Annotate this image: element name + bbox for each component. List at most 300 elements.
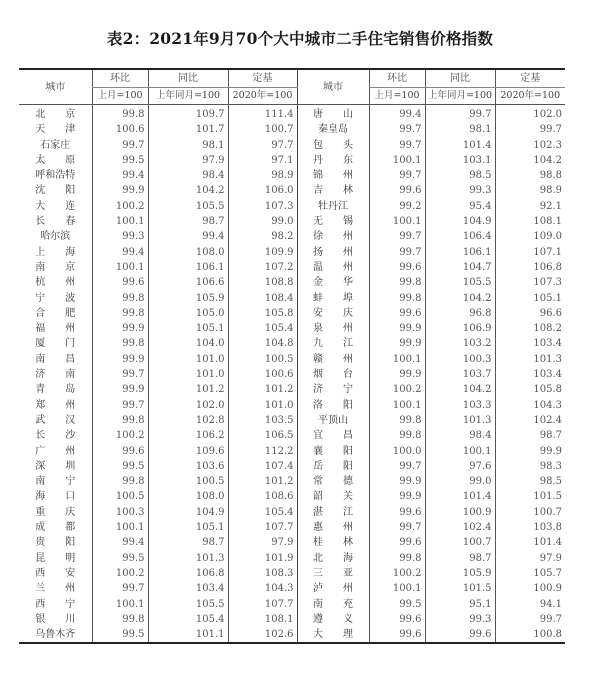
left-city-cell: 南 昌 xyxy=(35,353,76,365)
left-yoy-cell: 101.0 xyxy=(148,352,228,367)
right-fixed-cell: 100.7 xyxy=(495,505,565,520)
right-city-cell: 大 理 xyxy=(297,627,369,643)
right-fixed-cell: 99.9 xyxy=(495,444,565,459)
table-body xyxy=(19,105,565,644)
table-row xyxy=(19,214,565,229)
right-yoy-cell: 95.4 xyxy=(425,199,495,214)
left-city-cell: 乌鲁木齐 xyxy=(35,629,76,641)
right-fixed-cell: 103.4 xyxy=(495,367,565,382)
left-city-cell: 宁 波 xyxy=(35,292,76,304)
right-city-cell: 秦皇岛 xyxy=(297,122,369,137)
left-mom-cell: 99.4 xyxy=(92,535,148,550)
left-yoy-cell: 101.1 xyxy=(148,627,228,643)
left-fixed-cell: 97.7 xyxy=(228,138,297,153)
right-yoy-cell: 106.9 xyxy=(425,321,495,336)
left-fixed-cell: 106.0 xyxy=(228,183,297,198)
right-fixed-cell: 104.2 xyxy=(495,153,565,168)
right-city-cell: 温 州 xyxy=(297,260,369,275)
right-city-cell: 惠 州 xyxy=(297,520,369,535)
left-fixed-cell: 109.9 xyxy=(228,245,297,260)
right-fixed-cell: 103.8 xyxy=(495,520,565,535)
right-mom-cell: 99.7 xyxy=(369,229,425,244)
right-yoy-cell: 101.4 xyxy=(425,138,495,153)
right-city-cell: 桂 林 xyxy=(297,535,369,550)
table-row xyxy=(19,352,565,367)
left-fixed-cell: 108.8 xyxy=(228,275,297,290)
left-yoy-cell: 108.0 xyxy=(148,245,228,260)
left-city-cell: 广 州 xyxy=(35,445,76,457)
right-mom-cell: 100.1 xyxy=(369,153,425,168)
left-fixed-cell: 100.6 xyxy=(228,367,297,382)
left-fixed-cell: 98.2 xyxy=(228,229,297,244)
table-row xyxy=(19,336,565,351)
left-yoy-cell: 101.2 xyxy=(148,382,228,397)
right-mom-cell: 99.8 xyxy=(369,413,425,428)
right-city-cell: 遵 义 xyxy=(297,612,369,627)
right-mom-cell: 100.1 xyxy=(369,398,425,413)
left-city-cell: 郑 州 xyxy=(35,399,76,411)
right-fixed-cell: 105.1 xyxy=(495,291,565,306)
right-fixed-cell: 98.3 xyxy=(495,459,565,474)
left-mom-cell: 99.8 xyxy=(92,306,148,321)
header-mom-base: 上月=100 xyxy=(92,88,148,105)
right-mom-cell: 100.2 xyxy=(369,566,425,581)
table-row xyxy=(19,551,565,566)
left-city-cell: 银 川 xyxy=(35,613,76,625)
left-yoy-cell: 104.2 xyxy=(148,183,228,198)
left-mom-cell: 100.2 xyxy=(92,428,148,443)
left-yoy-cell: 98.7 xyxy=(148,535,228,550)
table-row xyxy=(19,444,565,459)
left-yoy-cell: 106.6 xyxy=(148,275,228,290)
left-mom-cell: 99.8 xyxy=(92,291,148,306)
left-fixed-cell: 108.3 xyxy=(228,566,297,581)
left-fixed-cell: 103.5 xyxy=(228,413,297,428)
left-mom-cell: 100.1 xyxy=(92,214,148,229)
header-city: 城市 xyxy=(19,69,92,105)
right-mom-cell: 99.8 xyxy=(369,291,425,306)
left-fixed-cell: 107.3 xyxy=(228,199,297,214)
right-yoy-cell: 101.4 xyxy=(425,489,495,504)
table-row xyxy=(19,413,565,428)
right-mom-cell: 99.4 xyxy=(369,105,425,123)
left-fixed-cell: 105.8 xyxy=(228,306,297,321)
table-row xyxy=(19,321,565,336)
left-yoy-cell: 103.6 xyxy=(148,459,228,474)
right-fixed-cell: 101.5 xyxy=(495,489,565,504)
left-yoy-cell: 105.5 xyxy=(148,199,228,214)
right-city-cell: 丹 东 xyxy=(297,153,369,168)
left-yoy-cell: 105.4 xyxy=(148,612,228,627)
left-yoy-cell: 105.0 xyxy=(148,306,228,321)
left-yoy-cell: 101.0 xyxy=(148,367,228,382)
right-fixed-cell: 108.1 xyxy=(495,214,565,229)
left-fixed-cell: 100.7 xyxy=(228,122,297,137)
right-fixed-cell: 109.0 xyxy=(495,229,565,244)
right-mom-cell: 100.2 xyxy=(369,382,425,397)
table-row xyxy=(19,581,565,596)
right-city-cell: 常 德 xyxy=(297,474,369,489)
left-mom-cell: 99.7 xyxy=(92,138,148,153)
right-mom-cell: 99.9 xyxy=(369,489,425,504)
left-city-cell: 大 连 xyxy=(35,200,76,212)
right-yoy-cell: 99.6 xyxy=(425,627,495,643)
header-yoy-base-2: 上年同月=100 xyxy=(425,88,495,105)
left-yoy-cell: 104.9 xyxy=(148,505,228,520)
right-fixed-cell: 108.2 xyxy=(495,321,565,336)
right-city-cell: 唐 山 xyxy=(297,105,369,123)
right-city-cell: 南 充 xyxy=(297,597,369,612)
header-mom: 环比 xyxy=(92,69,148,88)
right-city-cell: 包 头 xyxy=(297,138,369,153)
table-row xyxy=(19,306,565,321)
left-city-cell: 南 宁 xyxy=(35,476,76,488)
right-city-cell: 平顶山 xyxy=(297,413,369,428)
right-mom-cell: 99.7 xyxy=(369,520,425,535)
left-mom-cell: 100.1 xyxy=(92,520,148,535)
table-row xyxy=(19,367,565,382)
right-yoy-cell: 99.7 xyxy=(425,105,495,123)
right-yoy-cell: 105.9 xyxy=(425,566,495,581)
right-city-cell: 九 江 xyxy=(297,336,369,351)
right-city-cell: 岳 阳 xyxy=(297,459,369,474)
right-fixed-cell: 102.3 xyxy=(495,138,565,153)
table-row xyxy=(19,489,565,504)
header-yoy-base: 上年同月=100 xyxy=(148,88,228,105)
right-yoy-cell: 103.1 xyxy=(425,153,495,168)
right-mom-cell: 100.0 xyxy=(369,444,425,459)
right-mom-cell: 99.9 xyxy=(369,336,425,351)
left-mom-cell: 99.9 xyxy=(92,382,148,397)
left-fixed-cell: 101.2 xyxy=(228,382,297,397)
right-yoy-cell: 96.8 xyxy=(425,306,495,321)
left-yoy-cell: 101.7 xyxy=(148,122,228,137)
table-row xyxy=(19,122,565,137)
left-mom-cell: 99.4 xyxy=(92,245,148,260)
right-fixed-cell: 106.8 xyxy=(495,260,565,275)
right-yoy-cell: 103.2 xyxy=(425,336,495,351)
left-fixed-cell: 101.9 xyxy=(228,551,297,566)
left-fixed-cell: 101.0 xyxy=(228,398,297,413)
left-yoy-cell: 105.1 xyxy=(148,520,228,535)
header-mom-base-2: 上月=100 xyxy=(369,88,425,105)
table-row xyxy=(19,153,565,168)
right-mom-cell: 99.9 xyxy=(369,367,425,382)
right-yoy-cell: 104.7 xyxy=(425,260,495,275)
left-yoy-cell: 105.5 xyxy=(148,597,228,612)
left-city-cell: 昆 明 xyxy=(35,552,76,564)
left-city-cell: 哈尔滨 xyxy=(40,231,71,243)
left-city-cell: 杭 州 xyxy=(35,277,76,289)
right-yoy-cell: 100.1 xyxy=(425,444,495,459)
table-row xyxy=(19,138,565,153)
right-fixed-cell: 94.1 xyxy=(495,597,565,612)
left-city-cell: 北 京 xyxy=(35,109,76,120)
right-mom-cell: 99.8 xyxy=(369,428,425,443)
left-mom-cell: 100.2 xyxy=(92,566,148,581)
left-yoy-cell: 98.7 xyxy=(148,214,228,229)
left-city-cell: 西 安 xyxy=(35,567,76,579)
right-mom-cell: 100.1 xyxy=(369,352,425,367)
right-mom-cell: 99.6 xyxy=(369,535,425,550)
right-city-cell: 泸 州 xyxy=(297,581,369,596)
table-row xyxy=(19,291,565,306)
left-fixed-cell: 108.1 xyxy=(228,612,297,627)
right-yoy-cell: 103.7 xyxy=(425,367,495,382)
right-fixed-cell: 103.4 xyxy=(495,336,565,351)
right-mom-cell: 99.6 xyxy=(369,183,425,198)
left-yoy-cell: 106.1 xyxy=(148,260,228,275)
table-row xyxy=(19,505,565,520)
left-city-cell: 成 都 xyxy=(35,522,76,534)
right-mom-cell: 99.7 xyxy=(369,245,425,260)
right-city-cell: 金 华 xyxy=(297,275,369,290)
left-mom-cell: 99.3 xyxy=(92,229,148,244)
right-yoy-cell: 100.3 xyxy=(425,352,495,367)
right-fixed-cell: 99.7 xyxy=(495,122,565,137)
right-mom-cell: 99.9 xyxy=(369,321,425,336)
left-city-cell: 长 沙 xyxy=(35,430,76,442)
left-fixed-cell: 100.5 xyxy=(228,352,297,367)
right-fixed-cell: 107.1 xyxy=(495,245,565,260)
right-yoy-cell: 102.4 xyxy=(425,520,495,535)
left-mom-cell: 100.2 xyxy=(92,199,148,214)
header-fixed-base-2: 2020年=100 xyxy=(495,88,565,105)
left-fixed-cell: 102.6 xyxy=(228,627,297,643)
right-mom-cell: 100.1 xyxy=(369,214,425,229)
table-title: 表2：2021年9月70个大中城市二手住宅销售价格指数 xyxy=(106,29,494,48)
left-city-cell: 上 海 xyxy=(35,246,76,258)
right-yoy-cell: 100.9 xyxy=(425,505,495,520)
table-row xyxy=(19,105,565,123)
table-row xyxy=(19,520,565,535)
left-fixed-cell: 105.4 xyxy=(228,505,297,520)
right-mom-cell: 99.5 xyxy=(369,597,425,612)
left-city-cell: 青 岛 xyxy=(35,384,76,396)
left-fixed-cell: 104.3 xyxy=(228,581,297,596)
right-city-cell: 赣 州 xyxy=(297,352,369,367)
left-yoy-cell: 108.0 xyxy=(148,489,228,504)
table-row xyxy=(19,260,565,275)
right-mom-cell: 99.6 xyxy=(369,612,425,627)
left-city-cell: 济 南 xyxy=(35,369,76,381)
left-mom-cell: 99.7 xyxy=(92,367,148,382)
left-mom-cell: 99.5 xyxy=(92,459,148,474)
left-mom-cell: 99.4 xyxy=(92,168,148,183)
right-fixed-cell: 104.3 xyxy=(495,398,565,413)
table-row xyxy=(19,199,565,214)
left-city-cell: 深 圳 xyxy=(35,460,76,472)
left-city-cell: 兰 州 xyxy=(35,583,76,595)
right-yoy-cell: 98.7 xyxy=(425,551,495,566)
left-mom-cell: 99.9 xyxy=(92,183,148,198)
left-fixed-cell: 107.7 xyxy=(228,597,297,612)
right-yoy-cell: 104.9 xyxy=(425,214,495,229)
left-mom-cell: 100.1 xyxy=(92,260,148,275)
right-mom-cell: 99.6 xyxy=(369,306,425,321)
left-yoy-cell: 99.4 xyxy=(148,229,228,244)
header-city-2: 城市 xyxy=(297,69,369,105)
right-city-cell: 韶 关 xyxy=(297,489,369,504)
right-mom-cell: 99.7 xyxy=(369,122,425,137)
left-fixed-cell: 97.1 xyxy=(228,153,297,168)
right-city-cell: 锦 州 xyxy=(297,168,369,183)
table-row xyxy=(19,229,565,244)
right-fixed-cell: 105.8 xyxy=(495,382,565,397)
right-mom-cell: 100.1 xyxy=(369,581,425,596)
right-city-cell: 牡丹江 xyxy=(297,199,369,214)
left-yoy-cell: 103.4 xyxy=(148,581,228,596)
left-city-cell: 天 津 xyxy=(35,124,76,136)
right-fixed-cell: 100.8 xyxy=(495,627,565,643)
left-city-cell: 西 宁 xyxy=(35,598,76,610)
right-city-cell: 扬 州 xyxy=(297,245,369,260)
right-yoy-cell: 104.2 xyxy=(425,291,495,306)
left-mom-cell: 100.1 xyxy=(92,597,148,612)
table-row xyxy=(19,398,565,413)
right-city-cell: 洛 阳 xyxy=(297,398,369,413)
left-fixed-cell: 108.6 xyxy=(228,489,297,504)
right-fixed-cell: 101.3 xyxy=(495,352,565,367)
right-city-cell: 襄 阳 xyxy=(297,444,369,459)
right-city-cell: 吉 林 xyxy=(297,183,369,198)
right-mom-cell: 99.6 xyxy=(369,627,425,643)
left-yoy-cell: 106.8 xyxy=(148,566,228,581)
table-row xyxy=(19,183,565,198)
right-yoy-cell: 101.5 xyxy=(425,581,495,596)
left-fixed-cell: 99.0 xyxy=(228,214,297,229)
left-yoy-cell: 109.6 xyxy=(148,444,228,459)
right-fixed-cell: 98.7 xyxy=(495,428,565,443)
left-mom-cell: 99.8 xyxy=(92,105,148,123)
right-fixed-cell: 102.0 xyxy=(495,105,565,123)
right-fixed-cell: 98.5 xyxy=(495,474,565,489)
right-fixed-cell: 100.9 xyxy=(495,581,565,596)
left-fixed-cell: 108.4 xyxy=(228,291,297,306)
right-mom-cell: 99.6 xyxy=(369,505,425,520)
left-yoy-cell: 106.2 xyxy=(148,428,228,443)
table-row xyxy=(19,535,565,550)
right-mom-cell: 99.8 xyxy=(369,551,425,566)
right-yoy-cell: 98.1 xyxy=(425,122,495,137)
header-mom-2: 环比 xyxy=(369,69,425,88)
price-index-table xyxy=(19,68,565,644)
left-yoy-cell: 105.1 xyxy=(148,321,228,336)
left-yoy-cell: 101.3 xyxy=(148,551,228,566)
right-yoy-cell: 106.4 xyxy=(425,229,495,244)
table-row xyxy=(19,566,565,581)
header-yoy: 同比 xyxy=(148,69,228,88)
left-yoy-cell: 98.4 xyxy=(148,168,228,183)
left-mom-cell: 100.5 xyxy=(92,489,148,504)
left-fixed-cell: 101.2 xyxy=(228,474,297,489)
left-city-cell: 合 肥 xyxy=(35,307,76,319)
left-mom-cell: 99.8 xyxy=(92,612,148,627)
left-yoy-cell: 105.9 xyxy=(148,291,228,306)
left-yoy-cell: 97.9 xyxy=(148,153,228,168)
right-fixed-cell: 107.3 xyxy=(495,275,565,290)
left-mom-cell: 99.5 xyxy=(92,153,148,168)
table-row xyxy=(19,245,565,260)
left-fixed-cell: 107.2 xyxy=(228,260,297,275)
header-fixed: 定基 xyxy=(228,69,297,88)
right-yoy-cell: 98.4 xyxy=(425,428,495,443)
right-fixed-cell: 98.9 xyxy=(495,183,565,198)
right-mom-cell: 99.2 xyxy=(369,199,425,214)
right-yoy-cell: 101.3 xyxy=(425,413,495,428)
left-fixed-cell: 107.4 xyxy=(228,459,297,474)
right-yoy-cell: 97.6 xyxy=(425,459,495,474)
left-mom-cell: 99.5 xyxy=(92,551,148,566)
left-yoy-cell: 102.0 xyxy=(148,398,228,413)
right-yoy-cell: 100.7 xyxy=(425,535,495,550)
right-fixed-cell: 92.1 xyxy=(495,199,565,214)
left-mom-cell: 99.5 xyxy=(92,627,148,643)
left-yoy-cell: 102.8 xyxy=(148,413,228,428)
left-mom-cell: 99.7 xyxy=(92,398,148,413)
right-yoy-cell: 98.5 xyxy=(425,168,495,183)
left-city-cell: 太 原 xyxy=(35,154,76,166)
header-fixed-2: 定基 xyxy=(495,69,565,88)
left-fixed-cell: 104.8 xyxy=(228,336,297,351)
left-city-cell: 贵 阳 xyxy=(35,537,76,549)
table-row xyxy=(19,612,565,627)
right-city-cell: 北 海 xyxy=(297,551,369,566)
left-fixed-cell: 97.9 xyxy=(228,535,297,550)
table-row xyxy=(19,382,565,397)
left-yoy-cell: 98.1 xyxy=(148,138,228,153)
table-row xyxy=(19,459,565,474)
table-row xyxy=(19,627,565,643)
right-yoy-cell: 106.1 xyxy=(425,245,495,260)
right-fixed-cell: 98.8 xyxy=(495,168,565,183)
right-city-cell: 三 亚 xyxy=(297,566,369,581)
right-city-cell: 宜 昌 xyxy=(297,428,369,443)
right-city-cell: 烟 台 xyxy=(297,367,369,382)
right-city-cell: 济 宁 xyxy=(297,382,369,397)
left-yoy-cell: 104.0 xyxy=(148,336,228,351)
left-mom-cell: 99.7 xyxy=(92,581,148,596)
right-mom-cell: 99.9 xyxy=(369,474,425,489)
right-city-cell: 泉 州 xyxy=(297,321,369,336)
right-mom-cell: 99.7 xyxy=(369,168,425,183)
left-mom-cell: 99.9 xyxy=(92,321,148,336)
left-fixed-cell: 106.5 xyxy=(228,428,297,443)
left-mom-cell: 100.6 xyxy=(92,122,148,137)
left-yoy-cell: 109.7 xyxy=(148,105,228,123)
left-mom-cell: 99.9 xyxy=(92,352,148,367)
left-fixed-cell: 105.4 xyxy=(228,321,297,336)
header-yoy-2: 同比 xyxy=(425,69,495,88)
right-mom-cell: 99.7 xyxy=(369,459,425,474)
table-row xyxy=(19,428,565,443)
left-mom-cell: 99.8 xyxy=(92,474,148,489)
right-yoy-cell: 104.2 xyxy=(425,382,495,397)
right-city-cell: 安 庆 xyxy=(297,306,369,321)
left-city-cell: 石家庄 xyxy=(40,139,71,151)
table-row xyxy=(19,474,565,489)
left-mom-cell: 99.6 xyxy=(92,275,148,290)
right-yoy-cell: 99.3 xyxy=(425,183,495,198)
right-city-cell: 无 锡 xyxy=(297,214,369,229)
left-yoy-cell: 100.5 xyxy=(148,474,228,489)
right-fixed-cell: 99.7 xyxy=(495,612,565,627)
left-city-cell: 福 州 xyxy=(35,323,76,335)
right-city-cell: 徐 州 xyxy=(297,229,369,244)
right-city-cell: 湛 江 xyxy=(297,505,369,520)
right-fixed-cell: 101.4 xyxy=(495,535,565,550)
left-city-cell: 武 汉 xyxy=(35,414,76,426)
